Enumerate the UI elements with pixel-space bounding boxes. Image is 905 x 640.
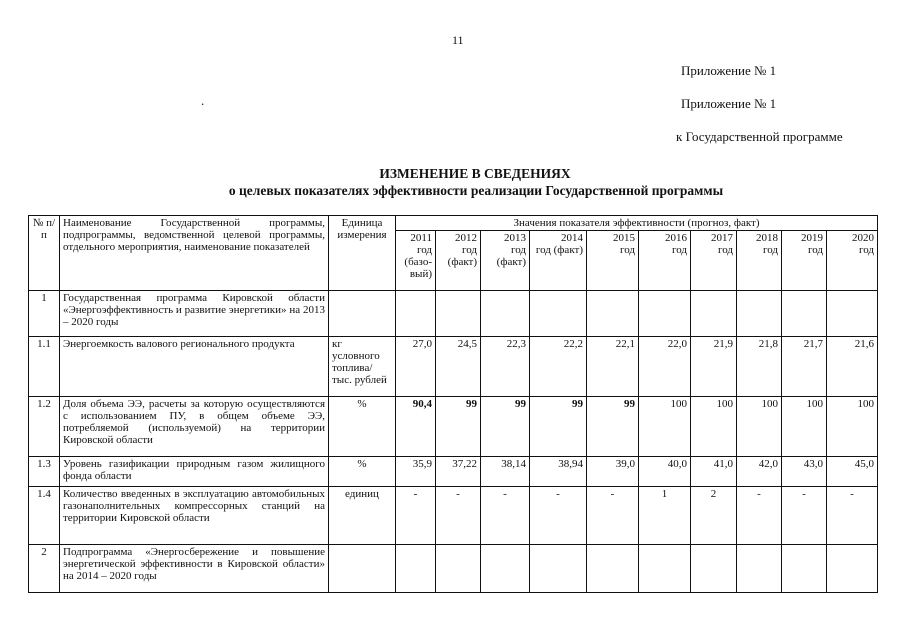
row-unit — [329, 545, 396, 593]
header-num: № п/п — [29, 216, 60, 291]
row-unit: % — [329, 397, 396, 457]
header-year-2018: 2018 год — [737, 231, 782, 291]
row-name: Уровень газификации природным газом жилищного фонда области — [60, 457, 329, 487]
table-row — [29, 291, 878, 337]
row-value: - — [530, 487, 587, 545]
row-value — [530, 545, 587, 593]
row-value: 100 — [639, 397, 691, 457]
row-value: 41,0 — [691, 457, 737, 487]
table-row — [29, 337, 878, 397]
row-name: Подпрограмма «Энергосбережение и повышение энергетической эффективности в Кировской области» на 2014 – 2020 годы — [60, 545, 329, 593]
row-value: 100 — [782, 397, 827, 457]
row-value: - — [436, 487, 481, 545]
row-value: 1 — [639, 487, 691, 545]
header-year-2017: 2017 год — [691, 231, 737, 291]
row-value — [396, 291, 436, 337]
row-value: - — [481, 487, 530, 545]
row-value: 99 — [530, 397, 587, 457]
row-value: 42,0 — [737, 457, 782, 487]
row-value: 22,1 — [587, 337, 639, 397]
row-value: 40,0 — [639, 457, 691, 487]
header-unit: Единица измерения — [329, 216, 396, 291]
table-row — [29, 487, 878, 545]
row-value: 22,3 — [481, 337, 530, 397]
row-value: 45,0 — [827, 457, 878, 487]
table-row — [29, 545, 878, 593]
row-value: 39,0 — [587, 457, 639, 487]
row-value — [587, 291, 639, 337]
row-value: 2 — [691, 487, 737, 545]
row-num: 1 — [29, 291, 60, 337]
row-unit: единиц — [329, 487, 396, 545]
row-value: 99 — [481, 397, 530, 457]
header-row — [29, 216, 878, 231]
row-value: 21,8 — [737, 337, 782, 397]
row-value: 99 — [587, 397, 639, 457]
row-name: Энергоемкость валового регионального продукта — [60, 337, 329, 397]
header-year-2020: 2020 год — [827, 231, 878, 291]
row-value: 100 — [691, 397, 737, 457]
row-value: - — [827, 487, 878, 545]
appendix-target: к Государственной программе — [676, 129, 843, 144]
row-value: 21,6 — [827, 337, 878, 397]
row-num: 1.3 — [29, 457, 60, 487]
row-value — [782, 291, 827, 337]
row-value — [827, 545, 878, 593]
document-title: ИЗМЕНЕНИЕ В СВЕДЕНИЯХ — [379, 166, 571, 181]
row-value: 37,22 — [436, 457, 481, 487]
row-value — [782, 545, 827, 593]
header-name: Наименование Государственной программы, подпрограммы, ведомственной целевой программы, отдельного мероприятия, наименование показателей — [60, 216, 329, 291]
row-num: 1.4 — [29, 487, 60, 545]
indicators-table — [28, 215, 878, 593]
row-unit — [329, 291, 396, 337]
table-row — [29, 397, 878, 457]
header-year-2015: 2015 год — [587, 231, 639, 291]
appendix-label-repeat: Приложение № 1 — [681, 96, 777, 111]
row-value: 90,4 — [396, 397, 436, 457]
header-year-2012: 2012 год (факт) — [436, 231, 481, 291]
row-unit: % — [329, 457, 396, 487]
row-value — [481, 545, 530, 593]
row-value: - — [737, 487, 782, 545]
header-year-2011: 2011 год (базо-вый) — [396, 231, 436, 291]
row-value — [639, 291, 691, 337]
table-row — [29, 457, 878, 487]
header-values-group: Значения показателя эффективности (прогноз, факт) — [396, 216, 878, 231]
row-value — [436, 545, 481, 593]
row-value — [587, 545, 639, 593]
row-value: 38,94 — [530, 457, 587, 487]
row-name: Доля объема ЭЭ, расчеты за которую осуществляются с использованием ПУ, в общем объеме ЭЭ, потребляемой (используемой) на территории Кировской области — [60, 397, 329, 457]
row-value — [530, 291, 587, 337]
row-value — [737, 545, 782, 593]
appendix-label: Приложение № 1 — [681, 63, 777, 78]
row-value — [436, 291, 481, 337]
row-name: Государственная программа Кировской области «Энергоэффективность и развитие энергетики» на 2013 – 2020 годы — [60, 291, 329, 337]
row-name: Количество введенных в эксплуатацию автомобильных газонаполнительных компрессорных станций на территории Кировской области — [60, 487, 329, 545]
header-year-2014: 2014 год (факт) — [530, 231, 587, 291]
row-value: 38,14 — [481, 457, 530, 487]
row-value: 21,9 — [691, 337, 737, 397]
row-num: 1.1 — [29, 337, 60, 397]
row-num: 1.2 — [29, 397, 60, 457]
row-value: - — [782, 487, 827, 545]
row-value — [396, 545, 436, 593]
row-value — [691, 291, 737, 337]
row-value — [481, 291, 530, 337]
document-subtitle: о целевых показателях эффективности реализации Государственной программы — [228, 183, 724, 198]
row-value: 99 — [436, 397, 481, 457]
row-value — [639, 545, 691, 593]
row-value: 22,2 — [530, 337, 587, 397]
row-value: 43,0 — [782, 457, 827, 487]
row-value: - — [587, 487, 639, 545]
row-value — [691, 545, 737, 593]
header-year-2016: 2016 год — [639, 231, 691, 291]
row-value: 24,5 — [436, 337, 481, 397]
page-number: 11 — [452, 33, 464, 47]
stray-mark: . — [201, 93, 205, 108]
row-value: 22,0 — [639, 337, 691, 397]
header-year-2019: 2019 год — [782, 231, 827, 291]
row-unit: кг условного топлива/тыс. рублей — [329, 337, 396, 397]
row-value: 21,7 — [782, 337, 827, 397]
row-value: 100 — [827, 397, 878, 457]
row-value: 27,0 — [396, 337, 436, 397]
row-num: 2 — [29, 545, 60, 593]
row-value: 35,9 — [396, 457, 436, 487]
row-value — [827, 291, 878, 337]
row-value: 100 — [737, 397, 782, 457]
row-value: - — [396, 487, 436, 545]
header-year-2013: 2013 год (факт) — [481, 231, 530, 291]
row-value — [737, 291, 782, 337]
